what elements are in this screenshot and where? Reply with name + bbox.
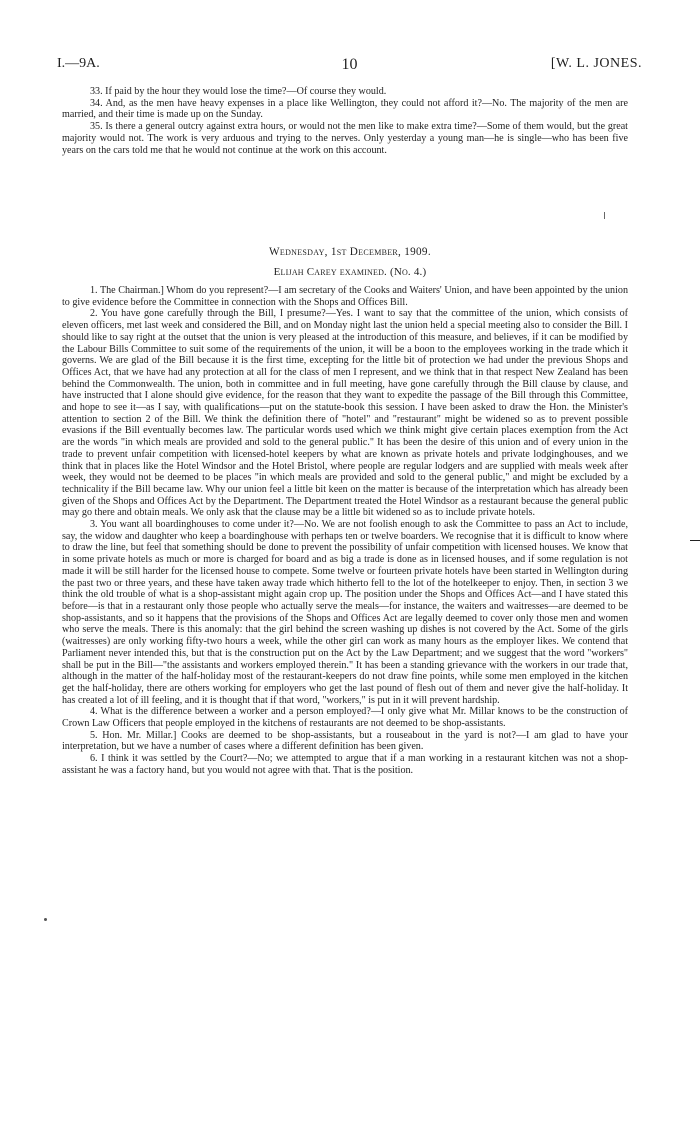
witness-header: [W. L. JONES. <box>550 56 642 71</box>
page-number: 10 <box>341 56 358 73</box>
print-mark <box>604 212 605 219</box>
margin-mark <box>690 540 700 541</box>
question-4: 4. What is the difference between a worker and a person employed?—I only give what Mr. Millar knows to be the construction of Crown Law Officers that people employed in the kitchens of restaurants are not deemed to be shop-assistants. <box>62 706 628 730</box>
question-33: 33. If paid by the hour they would lose the time?—Of course they would. <box>90 86 387 97</box>
question-5: 5. Hon. Mr. Millar.] Cooks are deemed to be shop-assistants, but a rouseabout in the yard is not?—I am glad to have your interpretation, but we have a number of cases where a different definition has been given. <box>62 729 628 753</box>
evidence-body <box>62 285 628 777</box>
paper-reference: I.—9A. <box>57 56 100 71</box>
witness-heading: Elijah Carey examined. (No. 4.) <box>273 266 427 278</box>
page-header <box>57 56 642 76</box>
question-34: 34. And, as the men have heavy expenses in a place like Wellington, they could not afford it?—No. The majority of the men are married, and their time is made up on the Sunday. <box>62 97 628 121</box>
continued-evidence <box>62 86 628 156</box>
margin-dot <box>44 918 47 921</box>
question-6: 6. I think it was settled by the Court?—No; we attempted to argue that if a man working in a restaurant kitchen was not a shop-assistant he was a factory hand, but you would not agree with that. That is the position. <box>62 753 628 776</box>
section-date: Wednesday, 1st December, 1909. <box>269 246 431 258</box>
question-35: 35. Is there a general outcry against extra hours, or would not the men like to make extra time?—Some of them would, but the great majority would not. The work is very arduous and trying to the nerves. Only yesterday a young man—he is single—who has been five years on the cars told me that he would not continue at the work on this account. <box>62 121 628 156</box>
question-1: 1. The Chairman.] Whom do you represent?—I am secretary of the Cooks and Waiters' Union, and have been appointed by the union to give evidence before the Committee in connection with the Shops and Offices Bill. <box>62 285 628 308</box>
question-2: 2. You have gone carefully through the Bill, I presume?—Yes. I want to say that the committee of the union, which consists of eleven officers, met last week and considered the Bill, and on Monday night last the union held a special meeting also to consider the Bill. I should like to say right at the outset that the union is very pleased at the introduction of this measure, and believes, if it can be modified by the Labour Bills Committee to suit some of the requirements of the union, it will be a boon to the employees working in the trade which it governs. We are glad of the Bill because it is the first time, excepting for the little bit of protection we had under the previous Shops and Offices Act, that we have had any protection at all for the class of men I represent, and we think that in that respect New Zealand has been behind the Commonwealth. The union, both in committee and in full meeting, have gone carefully through the Bill clause by clause, and have instructed that I alone should give evidence, for the reason that they want to expedite the passage of the Bill through this Committee, and hope to see it—as I say, with qualifications—put on the statute-book this session. I have been asked to draw the Hon. the Minister's attention to section 2 of the Bill. We think the definition there of "hotel" and "restaurant" might be widened so as to prevent possible evasions if the Bill eventually becomes law. The particular words used which we think might give certain places exemption from the Act are the words "in which meals are provided and sold to the general public." It has been the desire of this union and of every union in the trade to prevent unfair competition with licensed-hotel keepers by what are known as private hotels and private lodginghouses, and we think that in places like the Hotel Windsor and the Hotel Bristol, where people are regular lodgers and are supplied with meals week after week, they would not be deemed to be places "in which meals are provided and sold to the general public," and might be excluded by a technicality if the Bill became law. Why our union feel a little bit keen on the matter is because of the interpretation which has already been given of the Shops and Offices Act by the Department. The Department treated the Hotel Windsor as a restaurant because the general public may go there and obtain meals. We only ask that the clause may be a little bit widened so as to include private hotels. <box>62 308 628 519</box>
question-3: 3. You want all boardinghouses to come under it?—No. We are not foolish enough to ask the Committee to pass an Act to include, say, the widow and daughter who keep a boardinghouse with perhaps ten or twelve boarders. We recognise that it is difficult to know where to draw the line, but feel that something should be done to prevent the possibility of unfair competition with licensed houses. We know that in some private hotels as much or more is charged for board and as big a trade is done as in licensed houses, and if some regulation is not made it will be still harder for the licensed house to compete. Some twelve or fourteen private hotels have been started in Wellington during the past two or three years, and these have taken away trade which hitherto fell to the lot of the hotelkeeper to enjoy. Then, in section 3 we think the old trouble of what is a shop-assistant might again crop up. The position under the Shops and Offices Act—and I have stated this before—is that in a restaurant only those people who actually serve the meals—for instance, the waiters and waitresses—are deemed to be shop-assistants, and so it happens that the provisions of the Shops and Offices Act are legally deemed to cover only those men and women who serve the meals. There is this anomaly: that the girl behind the screen washing up dishes is not covered by the Act. Some of the girls (waitresses) are only working fifty-two hours a week, while the other girl can work as many hours as the employer likes. We contend that Parliament never intended this, but that is the construction put on the Act by the Law Department; and we suggest that the word "workers" shall be put in the Bill—"the assistants and workers employed therein." It has been a standing grievance with the workers in our trade that, although in the matter of the half-holiday most of the restaurant-keepers do not draw fine points, while some men employed in the kitchen get the half-holiday, there are others working for employers who get the last pound of flesh out of them and never give the half-holiday. It has created a lot of ill feeling, and it is thought that if that word, "workers," is put in it will prevent hardship. <box>62 519 628 706</box>
